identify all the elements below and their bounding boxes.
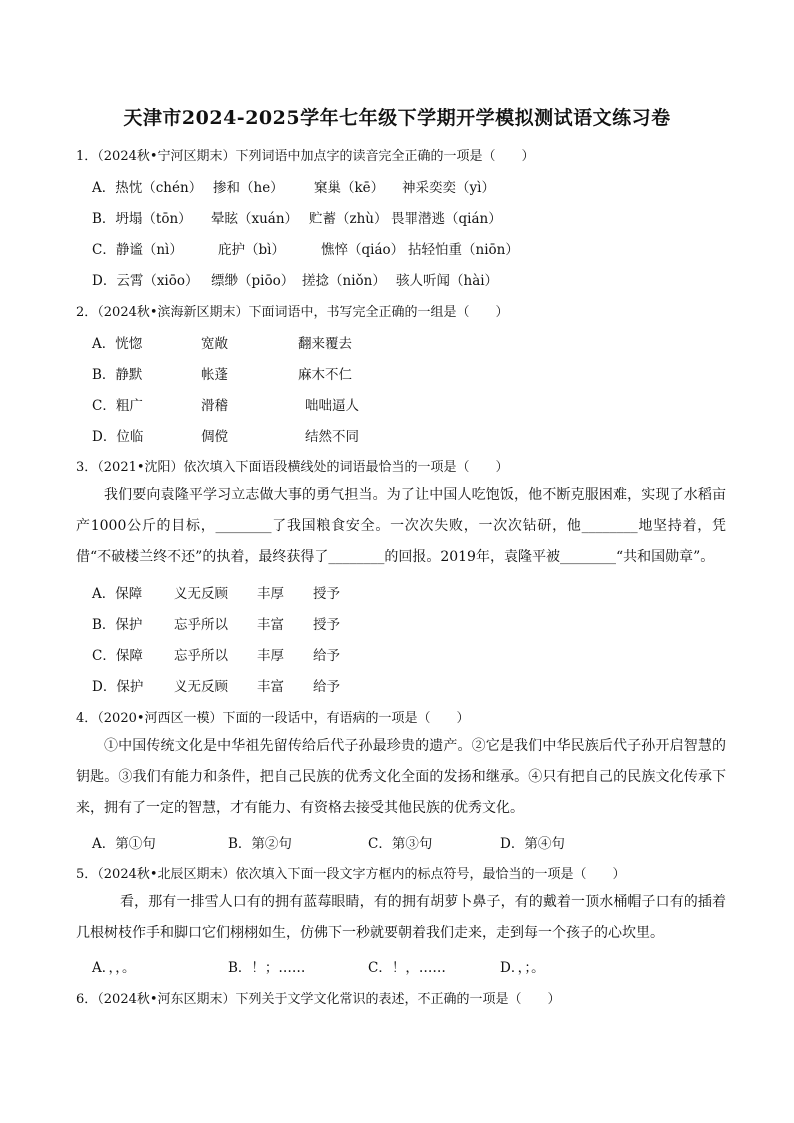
option-cell: 丰富: [257, 617, 284, 633]
option-cell: A．，，。: [92, 960, 136, 976]
option-cell: D．云霄（xiōo）: [92, 273, 199, 289]
option-cell: 丰厚: [257, 586, 284, 602]
passage-paragraph: 我们要向袁隆平学习立志做大事的勇气担当。为了让中国人吃饱饭，他不断克服困难，实现了水稻亩产1000公斤的目标，________了我国粮食安全。一次次失败，一次次钻研，他________地坚持着，凭借“不破楼兰终不还”的执着，最终获得了________的回报。2019年，袁隆平被________“共和国勋章”。: [76, 487, 726, 565]
option-cell: 缥缈（piōo）: [211, 273, 295, 289]
option-cell: 授予: [313, 586, 340, 602]
option-cell: A．恍惚: [92, 336, 143, 352]
option-cell: 神采奕奕（yì）: [402, 180, 495, 196]
option-cell: B．保护: [92, 617, 143, 633]
option-cell: D．第④句: [500, 836, 565, 852]
option-cell: 骇人听闻（hài）: [396, 273, 499, 289]
option-cell: 丰厚: [257, 648, 284, 664]
option-cell: B．！；……: [228, 960, 306, 976]
option-cell: 丰富: [257, 679, 284, 695]
question-5-passage: [76, 887, 726, 949]
option-cell: A．热忱（chén）: [92, 180, 203, 196]
option-cell: 给予: [313, 648, 340, 664]
option-cell: D．，；。: [500, 960, 545, 976]
passage-paragraph: ①中国传统文化是中华祖先留传给后代子孙最珍贵的遗产。②它是我们中华民族后代子孙开启智慧的钥匙。③我们有能力和条件，把自己民族的优秀文化全面的发扬和继承。④只有把自己的民族文化传承下来，拥有了一定的智慧，才有能力、有资格去接受其他民族的优秀文化。: [76, 738, 726, 816]
option-cell: B．坍塌（tōn）: [92, 211, 192, 227]
option-cell: C．粗广: [92, 398, 143, 414]
option-cell: 窠巢（kē）: [314, 180, 385, 196]
option-cell: D．保护: [92, 679, 144, 695]
option-cell: C．保障: [92, 648, 143, 664]
option-cell: 搓捻（niǒn）: [302, 273, 386, 289]
option-cell: 帐蓬: [201, 367, 228, 383]
option-cell: 忘乎所以: [174, 617, 228, 633]
option-cell: D．位临: [92, 429, 144, 445]
option-cell: 憔悴（qiáo）: [321, 242, 405, 258]
question-5-stem: 5．（2024秋•北辰区期末）依次填入下面一段文字方框内的标点符号，最恰当的一项是（ ）: [76, 867, 626, 882]
option-cell: B．第②句: [228, 836, 292, 852]
option-cell: 畏罪潜逃（qián）: [391, 211, 502, 227]
option-cell: 拈轻怕重（niōn）: [408, 242, 519, 258]
option-cell: B．静默: [92, 367, 143, 383]
question-6-stem: 6．（2024秋•河东区期末）下列关于文学文化常识的表述，不正确的一项是（ ）: [76, 992, 561, 1007]
option-cell: 滑稽: [201, 398, 228, 414]
question-1-stem: 1．（2024秋•宁河区期末）下列词语中加点字的读音完全正确的一项是（ ）: [76, 149, 535, 164]
option-cell: 翻来覆去: [298, 336, 352, 352]
option-cell: 庇护（bì）: [218, 242, 285, 258]
option-cell: 给予: [313, 679, 340, 695]
question-4-stem: 4．（2020•河西区一模）下面的一段话中，有语病的一项是（ ）: [76, 711, 470, 726]
option-cell: 宽敞: [201, 336, 228, 352]
question-3-stem: 3．（2021•沈阳）依次填入下面语段横线处的词语最恰当的一项是（ ）: [76, 460, 509, 475]
option-cell: C．静谧（nì）: [92, 242, 183, 258]
option-cell: 咄咄逼人: [305, 398, 359, 414]
question-3-passage: [76, 480, 726, 573]
option-cell: 贮蓄（zhù）: [309, 211, 388, 227]
option-cell: 忘乎所以: [174, 648, 228, 664]
option-cell: 晕眩（xuán）: [211, 211, 299, 227]
option-cell: 麻木不仁: [298, 367, 352, 383]
question-4-passage: [76, 731, 726, 824]
option-cell: C．第③句: [368, 836, 433, 852]
option-cell: 义无反顾: [174, 586, 228, 602]
option-cell: 掺和（he）: [213, 180, 284, 196]
passage-paragraph: 看，那有一排雪人口有的拥有蓝莓眼睛，有的拥有胡萝卜鼻子，有的戴着一顶水桶帽子口有的插着几根树枝作手和脚口它们栩栩如生，仿佛下一秒就要朝着我们走来，走到每一个孩子的心坎里。: [76, 894, 726, 941]
option-cell: C．！，……: [368, 960, 446, 976]
question-2-stem: 2．（2024秋•滨海新区期末）下面词语中，书写完全正确的一组是（ ）: [76, 305, 509, 320]
option-cell: 结然不同: [305, 429, 359, 445]
option-cell: 倜傥: [201, 429, 228, 445]
option-cell: A．保障: [92, 586, 143, 602]
option-cell: A．第①句: [92, 836, 156, 852]
page-title: 天津市2024-2025学年七年级下学期开学模拟测试语文练习卷: [123, 107, 671, 129]
option-cell: 授予: [313, 617, 340, 633]
option-cell: 义无反顾: [174, 679, 228, 695]
